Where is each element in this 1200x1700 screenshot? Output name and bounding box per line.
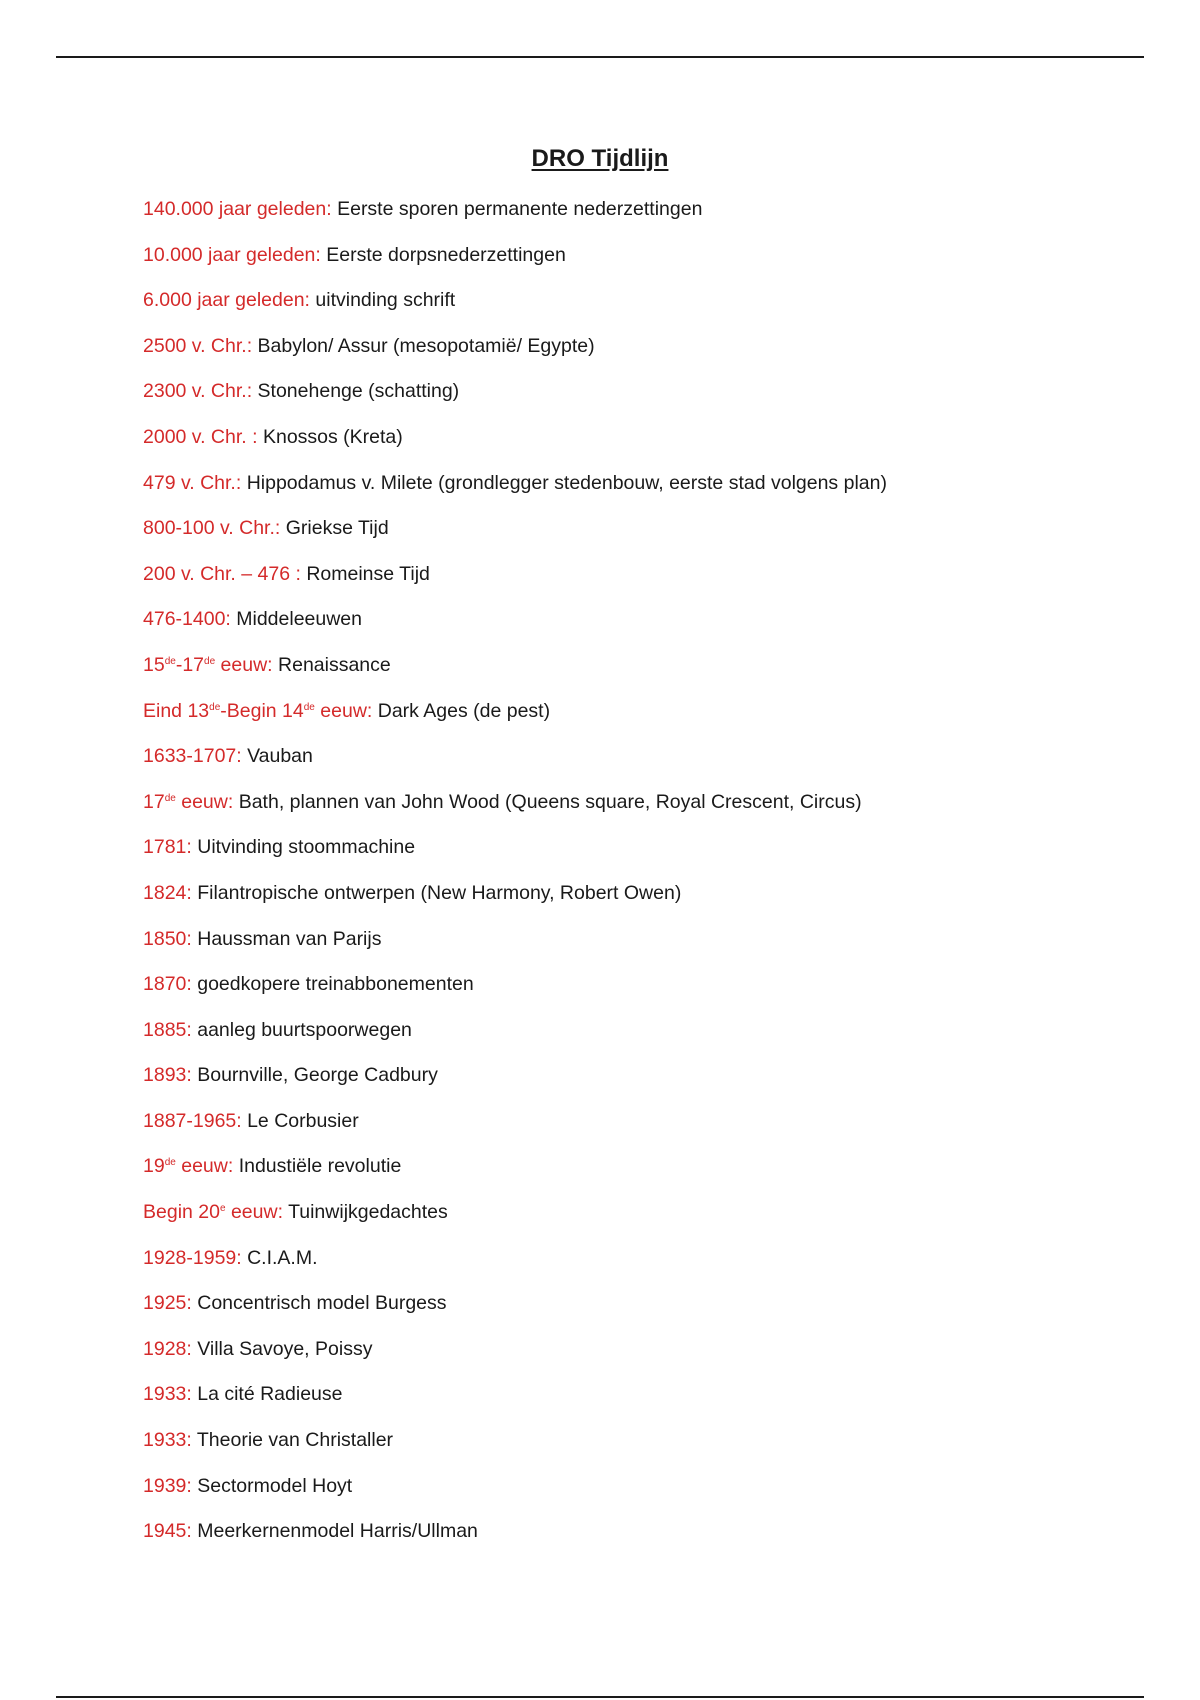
timeline-description: Babylon/ Assur (mesopotamië/ Egypte) [252,334,595,357]
timeline-date [143,654,273,676]
timeline-entry [143,698,1143,744]
timeline-date: 800-100 v. Chr.: [143,517,281,540]
timeline-date: 1887-1965: [143,1109,242,1132]
timeline-entry [143,1290,1143,1336]
timeline-entry [143,242,1143,288]
timeline-entry [143,789,1143,835]
timeline-entry [143,1017,1143,1063]
timeline-date: 479 v. Chr.: [143,471,242,494]
timeline-entry [143,1108,1143,1154]
timeline-description: Villa Savoye, Poissy [191,1337,373,1360]
timeline-date: 1824: [143,881,192,904]
ordinal-suffix: de [209,701,221,713]
timeline-date: 1945: [143,1520,192,1543]
timeline-description: Meerkernenmodel Harris/Ullman [191,1520,478,1543]
timeline-date: 1933: [143,1383,192,1406]
timeline-description: Bournville, George Cadbury [191,1064,438,1087]
page-title: DRO Tijdlijn [531,145,669,172]
timeline-date: 1925: [143,1292,192,1315]
date-fragment: 15 [143,653,165,676]
date-fragment: eeuw: [314,699,373,722]
timeline-description: C.I.A.M. [241,1246,318,1269]
timeline-date [143,1201,283,1223]
timeline-date [143,700,372,722]
timeline-description: goedkopere treinabbonementen [191,973,474,996]
timeline-description: Le Corbusier [241,1109,359,1132]
header-rule [56,56,1144,58]
timeline-date: 1850: [143,927,192,950]
timeline-description: Sectormodel Hoyt [191,1474,353,1497]
timeline-entry [143,1473,1143,1519]
timeline-description: Renaissance [272,653,391,676]
timeline-description: Eerste dorpsnederzettingen [320,243,566,266]
timeline-entry [143,1336,1143,1382]
timeline-date: 476-1400: [143,608,231,631]
timeline-date: 1870: [143,973,192,996]
timeline-description: La cité Radieuse [191,1383,343,1406]
timeline-description: Haussman van Parijs [191,927,382,950]
timeline-list [143,196,1143,1564]
timeline-description: Knossos (Kreta) [257,425,403,448]
timeline-date: 1933: [143,1429,192,1452]
timeline-date: 1928: [143,1337,192,1360]
timeline-entry [143,1427,1143,1473]
timeline-entry [143,743,1143,789]
timeline-description: Eerste sporen permanente nederzettingen [331,198,703,220]
timeline-date: 2500 v. Chr.: [143,334,253,357]
ordinal-suffix: de [204,655,216,667]
date-fragment: 19 [143,1155,165,1178]
ordinal-suffix: de [164,655,176,667]
footer-rule [56,1696,1144,1698]
timeline-entry [143,652,1143,698]
timeline-entry [143,196,1143,242]
ordinal-suffix: de [164,1157,176,1169]
date-fragment: eeuw: [225,1201,283,1224]
timeline-date: 1781: [143,836,192,859]
timeline-date [143,1155,233,1177]
date-fragment: eeuw: [175,1155,234,1178]
timeline-date: 140.000 jaar geleden: [143,198,332,220]
timeline-entry [143,880,1143,926]
timeline-description: Romeinse Tijd [300,562,430,585]
date-fragment: 17 [143,790,165,813]
timeline-description: Concentrisch model Burgess [191,1292,447,1315]
date-fragment: Begin 20 [143,1201,220,1224]
ordinal-suffix: de [164,792,176,804]
timeline-description: Griekse Tijd [280,517,389,540]
timeline-entry [143,1199,1143,1245]
timeline-date: 200 v. Chr. – 476 : [143,562,301,585]
timeline-description: Uitvinding stoommachine [191,836,416,859]
timeline-entry [143,1062,1143,1108]
timeline-description: Tuinwijkgedachtes [283,1201,448,1224]
timeline-entry [143,561,1143,607]
timeline-date: 1633-1707: [143,745,242,768]
date-fragment: -Begin 14 [220,699,304,722]
date-fragment: -17 [175,653,205,676]
timeline-description: Middeleeuwen [230,608,362,631]
date-fragment: Eind 13 [143,699,210,722]
timeline-entry [143,470,1143,516]
timeline-date: 1893: [143,1064,192,1087]
timeline-entry [143,834,1143,880]
timeline-date: 10.000 jaar geleden: [143,243,321,266]
ordinal-suffix: e [219,1203,226,1215]
timeline-entry [143,1381,1143,1427]
timeline-entry [143,424,1143,470]
timeline-description: uitvinding schrift [309,289,456,312]
timeline-entry [143,606,1143,652]
timeline-date: 1885: [143,1018,192,1041]
timeline-entry [143,1518,1143,1564]
timeline-entry [143,1153,1143,1199]
timeline-entry [143,926,1143,972]
timeline-date: 6.000 jaar geleden: [143,289,310,312]
timeline-entry [143,1245,1143,1291]
ordinal-suffix: de [303,701,315,713]
timeline-description: Hippodamus v. Milete (grondlegger stedenbouw, eerste stad volgens plan) [241,471,887,494]
timeline-description: Theorie van Christaller [191,1429,394,1452]
timeline-description: Vauban [241,745,313,768]
timeline-entry [143,333,1143,379]
date-fragment: eeuw: [215,653,273,676]
timeline-description: Industiële revolutie [233,1155,402,1178]
timeline-date: 1939: [143,1474,192,1497]
timeline-date: 2300 v. Chr.: [143,380,253,403]
timeline-date: 2000 v. Chr. : [143,425,258,448]
timeline-entry [143,515,1143,561]
timeline-date [143,791,233,813]
timeline-entry [143,287,1143,333]
timeline-description: aanleg buurtspoorwegen [191,1018,412,1041]
timeline-description: Filantropische ontwerpen (New Harmony, Robert Owen) [191,881,682,904]
timeline-date: 1928-1959: [143,1246,242,1269]
timeline-description: Dark Ages (de pest) [372,699,551,722]
timeline-description: Bath, plannen van John Wood (Queens square, Royal Crescent, Circus) [233,790,862,813]
timeline-entry [143,378,1143,424]
date-fragment: eeuw: [175,790,234,813]
timeline-entry [143,971,1143,1017]
timeline-description: Stonehenge (schatting) [252,380,460,403]
